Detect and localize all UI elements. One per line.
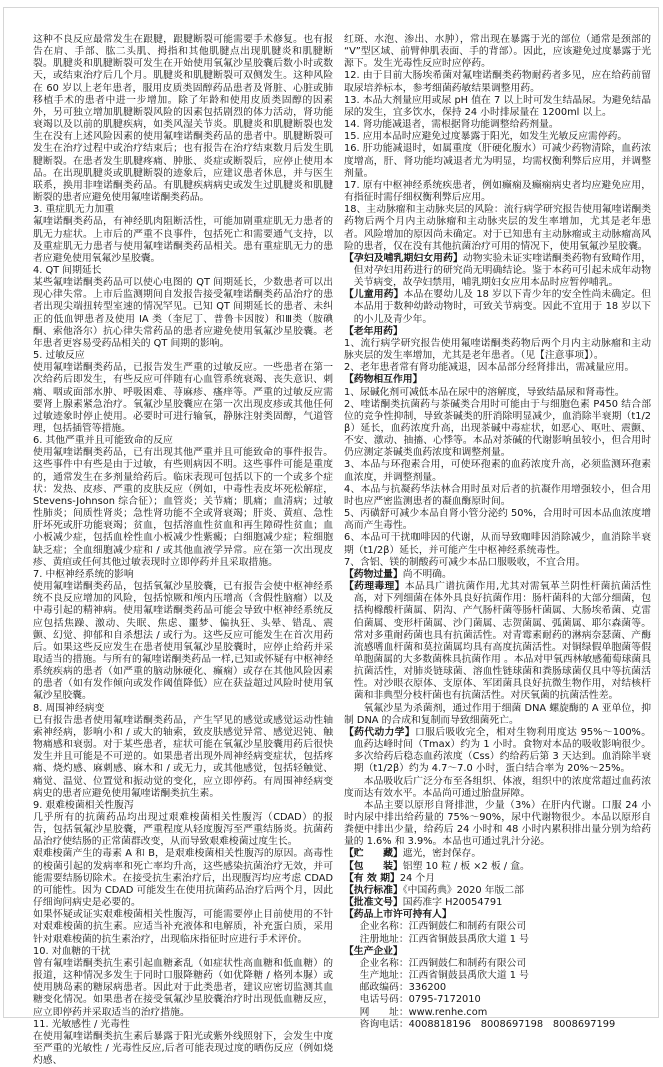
- paragraph: 网 址：www.renhe.com: [359, 1006, 488, 1018]
- paragraph: 13. 本品大剂量应用或尿 pH 值在 7 以上时可发生结晶尿。为避免结晶尿的发生，宜多饮水，保持 24 小时排尿量在 1200ml 以上。: [344, 94, 651, 118]
- bracket-heading: 【孕妇及哺乳期妇女用药】: [344, 252, 463, 264]
- right-column: [344, 34, 651, 1067]
- bracket-heading: 【药理毒理】: [344, 581, 405, 593]
- paragraph: 注册地址：江西省铜鼓县禹欣大道 1 号: [359, 933, 529, 945]
- paragraph: 15. 应用本品时应避免过度暴露于阳光，如发生光敏反应需停药。: [344, 131, 628, 143]
- paragraph: 氧氟沙星为杀菌剂，通过作用于细菌 DNA 螺旋酶的 A 亚单位，抑制 DNA 的合成和复制而导致细菌死亡。: [344, 702, 651, 726]
- paragraph: 7. 中枢神经系统的影响: [33, 568, 134, 580]
- paragraph: 14. 肾功能减退者，需根据肾功能调整给药剂量。: [344, 119, 559, 131]
- paragraph: 红斑、水泡、渗出、水肿），常出现在暴露于光的部位（通常是颈部的“V”型区域、前臂伸肌表面、手的背部）。因此，应该避免过度暴露于光源下。发生光毒性反应时应停药。: [344, 34, 651, 70]
- paragraph: 几乎所有的抗菌药品均出现过艰难梭菌相关性腹泻（CDAD）的报告，包括氧氟沙星胶囊，严重程度从轻度腹泻至严重结肠炎。抗菌药品治疗使结肠的正常菌群改变，从而导致艰难梭菌过度生长。: [33, 812, 333, 848]
- paragraph: 【执行标准】《中国药典》2020 年版二部: [344, 884, 524, 896]
- section-header: [344, 909, 651, 921]
- paragraph: 企业名称：江西铜鼓仁和制药有限公司: [359, 921, 527, 933]
- paragraph: 10. 对血糖的干扰: [33, 945, 111, 957]
- paragraph: 17. 原有中枢神经系统疾患者，例如癫痫及癫痫病史者均应避免应用，有指征时需仔细权衡利弊后应用。: [344, 179, 651, 204]
- bracket-heading: 【包 装】: [344, 860, 403, 872]
- section-header: [344, 946, 651, 958]
- bracket-heading: 【药物过量】: [344, 568, 403, 580]
- section-header: [344, 374, 651, 386]
- paragraph: 【药物过量】尚不明确。: [344, 568, 452, 580]
- paragraph: 本品吸收后广泛分布至各组织、体液，组织中的浓度常超过血药浓度而达有效水平。本品尚可通过胎盘屏障。: [344, 775, 651, 799]
- bracket-heading: 【老年用药】: [344, 325, 403, 337]
- paragraph: 5. 过敏反应: [33, 350, 85, 362]
- bracket-heading: 【药物相互作用】: [344, 374, 423, 386]
- paragraph: 在使用氟喹诺酮类抗生素后暴露于阳光或紫外线照射下，会发生中度至严重的光敏性 / 光毒性反应,后者可能表现过度的晒伤反应（例如烧灼感、: [33, 1030, 333, 1067]
- bracket-heading: 【贮 藏】: [344, 848, 403, 860]
- paragraph: 使用氟喹诺酮类药品，已报告发生严重的过敏反应。一些患者在第一次给药后即发生，有些反应可伴随有心血管系统衰竭、丧失意识、刺痛、咽或面部水肿、呼吸困难、荨麻疹、瘙痒等。严重的过敏反应需要肾上腺素紧急治疗。氧氟沙星胶囊应在第一次出现皮疹或其他任何过敏迹象时停止使用。必要时可进行输氧，静脉注射类固醇，气道管理，包括插管等措施。: [33, 362, 333, 434]
- paragraph: 6、本品可干扰咖啡因的代谢，从而导致咖啡因消除减少，血消除半衰期（t1/2β）延长，并可能产生中枢神经系统毒性。: [344, 532, 651, 556]
- paragraph: 【包 装】铝塑 10 粒 / 板 ×2 板 / 盒。: [344, 860, 530, 872]
- bracket-heading: 【执行标准】: [344, 884, 403, 896]
- paragraph: 已有报告患者使用氟喹诺酮类药品，产生罕见的感觉或感觉运动性轴索神经病，影响小和 / 或大的轴索，致皮肤感觉异常、感觉迟钝、触物痛感和衰弱。对于某些患者，症状可能在氧氟沙星胶囊用药后很快发生并且可能是不可逆的。如果患者出现外周神经病变症状，包括疼痛、烧灼感、麻刺感、麻木和 / 或无力，或其他感觉，包括轻触觉、痛觉、温觉、位置觉和振动觉的变化，应立即停药。有周围神经病变病史的患者应避免使用氟喹诺酮类抗生素。: [33, 714, 333, 799]
- bracket-heading: 【药代动力学】: [344, 726, 415, 738]
- paragraph: 【贮 藏】遮光，密封保存。: [344, 848, 482, 860]
- paragraph: 4. QT 间期延长: [33, 264, 102, 276]
- paragraph: 6. 其他严重并且可能致命的反应: [33, 435, 173, 447]
- paragraph: 使用氟喹诺酮类药品，已有出现其他严重并且可能致命的事件报告。这些事件中有些是由于过敏，有些则病因不明。这些事件可能是重度的，通常发生在多剂量给药后。临床表现可包括以下的一个或多个症状：发热、皮疹、严重的皮肤反应（例如，中毒性表皮坏死松解症，Stevens-Johnson 综合征）；血管炎；关节痛；肌痛；血清病；过敏性肺炎；间质性肾炎；急性肾功能不全或肾衰竭；肝炎、黄疸、急性肝坏死或肝功能衰竭；贫血，包括溶血性贫血和再生障碍性贫血；血小板减少症，包括血栓性血小板减少性紫癜；白细胞减少症；粒细胞缺乏症；全血细胞减少症和 / 或其他血液学异常。应在第一次出现皮疹、黄疸或任何其他过敏表现时立即停药并且采取措施。: [33, 447, 333, 568]
- left-column: [33, 34, 333, 1067]
- paragraph: 9. 艰难梭菌相关性腹泻: [33, 799, 134, 811]
- paragraph: 3. 重症肌无力加重: [33, 204, 115, 216]
- paragraph: 7、含铝、镁的制酸药可减少本品口服吸收，不宜合用。: [344, 556, 586, 568]
- paragraph: 3、本品与环孢素合用，可使环孢素的血药浓度升高，必须监测环孢素血浓度，并调整剂量。: [344, 459, 651, 483]
- paragraph: 氟喹诺酮类药品，有神经肌肉阻断活性，可能加剧重症肌无力患者的肌无力症状。上市后的严重不良事件，包括死亡和需要通气支持，以及重症肌无力患者与使用氟喹诺酮类药品相关。患有重症肌无力的患者应避免使用氧氟沙星胶囊。: [33, 216, 333, 264]
- section-header: [344, 326, 651, 338]
- paragraph: 18、主动脉瘤和主动脉夹层的风险：流行病学研究报告使用氟喹诺酮类药物后两个月内主动脉瘤和主动脉夹层的发生率增加，尤其是老年患者。风险增加的原因尚未确定。对于已知患有主动脉瘤或主动脉瘤高风险的患者，仅在没有其他抗菌治疗可用的情况下，使用氧氟沙星胶囊。: [344, 204, 651, 252]
- paragraph: 咨询电话：4008818196 8008697198 8008697199: [359, 1018, 616, 1030]
- paragraph: 2、老年患者常有肾功能减退，因本品部分经肾排出，需减量应用。: [344, 362, 635, 374]
- bracket-heading: 【药品上市许可持有人】: [344, 909, 452, 921]
- bracket-heading: 【批准文号】: [344, 897, 403, 909]
- paragraph: 【批准文号】国药准字 H20054791: [344, 897, 503, 909]
- insert-text-content: [33, 34, 651, 1067]
- paragraph: 企业名称：江西铜鼓仁和制药有限公司: [359, 957, 527, 969]
- paragraph: 2、喹诺酮类抗菌药与茶碱类合用时可能由于与细胞色素 P450 结合部位的竞争性抑制，导致茶碱类的肝消除明显减少，血消除半衰期（t1/2β）延长，血药浓度升高，出现茶碱中毒症状，如恶心、呕吐、震颤、不安、激动、抽搐、心悸等。本品对茶碱的代谢影响虽较小，但合用时仍应测定茶碱类血药浓度和调整剂量。: [344, 398, 651, 459]
- paragraph: 如果怀疑或证实艰难梭菌相关性腹泻，可能需要停止目前使用的不针对艰难梭菌的抗生素。应适当补充液体和电解质，补充蛋白质，采用针对艰难梭菌的抗生素治疗，出现临床指征时应进行手术评价。: [33, 909, 333, 945]
- paragraph: 16. 肝功能减退时，如属重度（肝硬化腹水）可减少药物清除，血药浓度增高，肝、肾功能均减退者尤为明显，均需权衡利弊后应用，并调整剂量。: [344, 143, 651, 179]
- paragraph: 5、丙磺舒可减少本品自肾小管分泌约 50%，合用时可因本品血浓度增高而产生毒性。: [344, 508, 651, 532]
- bracket-heading: 【有 效 期】: [344, 872, 400, 884]
- paragraph: 邮政编码：336200: [359, 982, 447, 994]
- paragraph: 曾有氟喹诺酮类抗生素引起血糖紊乱（如症状性高血糖和低血糖）的报道，这种情况多发生于同时口服降糖药（如优降糖 / 格列本脲）或使用胰岛素的糖尿病患者。因此对于此类患者，建议应密切监测其血糖变化情况。如果患者在接受氧氟沙星胶囊治疗时出现低血糖反应，应立即停药并采取适当的治疗措施。: [33, 957, 333, 1018]
- paragraph: 生产地址：江西省铜鼓县禹欣大道 1 号: [359, 970, 529, 982]
- bracket-heading: 【儿童用药】: [344, 289, 404, 301]
- paragraph: 【药理毒理】本品具广谱抗菌作用,尤其对需氧革兰阴性杆菌抗菌活性高，对下列细菌在体外具良好抗菌作用：肠杆菌科的大部分细菌，包括枸橼酸杆菌属、阴沟、产气肠杆菌等肠杆菌属、大肠埃希菌、克雷伯菌属、变形杆菌属、沙门菌属、志贺菌属、弧菌属、耶尔森菌等。常对多重耐药菌也具有抗菌活性。对青霉素耐药的淋病奈瑟菌、产酶流感嗜血杆菌和莫拉菌属均具有高度抗菌活性。对铜绿假单胞菌等假单胞菌属的大多数菌株具抗菌作用 。本品对甲氧西林敏感葡萄球菌具抗菌活性，对肺炎链球菌、溶血性链球菌和粪肠球菌仅具中等抗菌活性。对沙眼衣原体、支原体、军团菌具良好抗微生物作用，对结核杆菌和非典型分枝杆菌也有抗菌活性。对厌氧菌的抗菌活性差。: [344, 581, 651, 702]
- paragraph: 1、尿碱化剂可减低本品在尿中的溶解度，导致结晶尿和肾毒性。: [344, 386, 625, 398]
- paragraph: 某些氟喹诺酮类药品可以使心电图的 QT 间期延长，少数患者可以出现心律失常。上市后监测期间自发报告接受氟喹诺酮类药品治疗的患者出现尖端扭转型室速的情况罕见。已知 QT 间期延长的患者、未纠正的低血钾患者及使用 IA 类（奎尼丁、普鲁卡因胺）和Ⅲ类（胺碘酮、索他洛尔）抗心律失常药品的患者应避免使用氧氟沙星胶囊。老年患者更容易受药品相关的 QT 间期的影响。: [33, 277, 333, 349]
- paragraph: 本品主要以原形自肾排泄，少量（3%）在肝内代谢。口服 24 小时内尿中排出给药量的 75%～90%，尿中代谢物很少。本品以原形自粪便中排出少量，给药后 24 小时和 48 小时内累积排出量分别为给药量的 1.6% 和 3.9%。本品也可通过乳汁分泌。: [344, 799, 651, 848]
- paragraph: 4、本品与抗凝药华法林合用时虽对后者的抗凝作用增强较小，但合用时也应严密监测患者的凝血酶原时间。: [344, 483, 651, 507]
- bracket-heading: 【生产企业】: [344, 945, 403, 957]
- paragraph: 11. 光敏感性 / 光毒性: [33, 1018, 130, 1030]
- paragraph: 【有 效 期】24 个月: [344, 872, 435, 884]
- paragraph: 8. 周围神经病变: [33, 702, 105, 714]
- paragraph: 【孕妇及哺乳期妇女用药】动物实验未证实喹诺酮类药物有致畸作用，但对孕妇用药进行的研究尚无明确结论。鉴于本药可引起未成年动物关节病变，故孕妇禁用，哺乳期妇女应用本品时应暂停哺乳。: [344, 252, 652, 289]
- paragraph: 【儿童用药】本品在婴幼儿及 18 岁以下青少年的安全性尚未确定。但本品用于数种幼龄动物时，可致关节病变。因此不宜用于 18 岁以下的小儿及青少年。: [344, 289, 651, 325]
- paragraph: 电话号码：0795-7172010: [359, 994, 481, 1006]
- paragraph: 这种不良反应最常发生在跟腱，跟腱断裂可能需要手术修复。也有报告在肩、手部、肱二头肌、拇指和其他肌腱点出现肌腱炎和肌腱断裂。肌腱炎和肌腱断裂可发生在开始使用氧氟沙星胶囊后数小时或数天，或结束治疗后几个月。肌腱炎和肌腱断裂可双侧发生。这种风险在 60 岁以上老年患者，服用皮质类固醇药品患者及肾脏、心脏或肺移植手术的患者中进一步增加。除了年龄和使用皮质类固醇的因素外，另可独立增加肌腱断裂风险的因素包括剧烈的体力活动，肾功能衰竭以及以前的肌腱疾病，如类风湿关节炎。肌腱炎和肌腱断裂也发生在没有上述风险因素的使用氟喹诺酮类药品的患者中。肌腱断裂可发生在治疗过程中或治疗结束后；也有报告在治疗结束数月后发生肌腱断裂。在患者发生肌腱疼痛、肿胀、炎症或断裂后，应停止使用本品。在出现肌腱炎或肌腱断裂的迹象后，应建议患者休息，并与医生联系，换用非喹诺酮类药品。有肌腱疾病病史或发生过肌腱炎和肌腱断裂的患者应避免使用氟喹诺酮类药品。: [33, 34, 333, 204]
- paragraph: 【药代动力学】口服后吸收完全，相对生物利用度达 95%～100%。血药达峰时间（Tmax）约为 1 小时。食物对本品的吸收影响很少。多次给药后稳态血药浓度（Css）约给药后第 3 天达到。血消除半衰期（t1/2β）约为 4.7～7.0 小时，蛋白结合率为 20%～25%。: [344, 726, 652, 775]
- paragraph: 使用氟喹诺酮类药品，包括氧氟沙星胶囊，已有报告会使中枢神经系统不良反应增加的风险，包括惊厥和颅内压增高（含假性脑瘤）以及中毒引起的精神病。使用氟喹诺酮类药品可能会导致中枢神经系统反应包括焦躁、激动、失眠、焦虑、噩梦、偏执狂、头晕、错乱、震颤、幻觉、抑郁和自杀想法 / 或行为。这些反应可能发生在首次用药后。如果这些反应发生在患者使用氧氟沙星胶囊时，应停止给药并采取适当的措施。与所有的氟喹诺酮类药品一样,已知或怀疑有中枢神经系统疾病的患者（如严重的脑动脉硬化、癫痫）或存在其他风险因素的患者（如有发作倾向或发作阈值降低）应在获益超过风险时使用氧氟沙星胶囊。: [33, 581, 333, 702]
- paragraph: 艰难梭菌产生的毒素 A 和 B，是艰难梭菌相关性腹泻的原因。高毒性的梭菌引起的发病率和死亡率均升高，这些感染抗菌治疗无效，并可能需要结肠切除术。在接受抗生素治疗后，出现腹泻均应考虑 CDAD 的可能性。因为 CDAD 可能发生在使用抗菌药品治疗后两个月，因此仔细询问病史是必要的。: [33, 848, 333, 909]
- paragraph: 12. 由于目前大肠埃希菌对氟喹诺酮类药物耐药者多见，应在给药前留取尿培养标本，参考细菌药敏结果调整用药。: [344, 70, 651, 94]
- paragraph: 1、流行病学研究报告使用氟喹诺酮类药物后两个月内主动脉瘤和主动脉夹层的发生率增加，尤其是老年患者。（见【注意事项】）。: [344, 337, 651, 362]
